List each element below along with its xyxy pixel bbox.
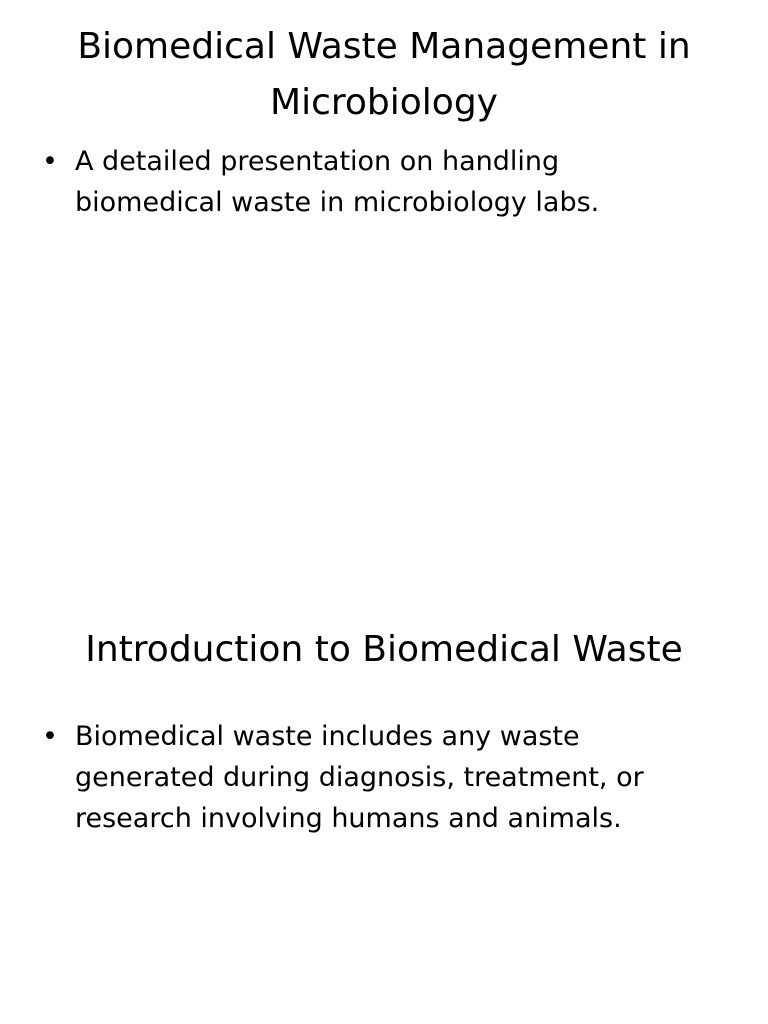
bullet-text: Biomedical waste includes any waste generated during diagnosis, treatment, or research involving humans and animals.	[75, 721, 644, 834]
bullet-text: A detailed presentation on handling biomedical waste in microbiology labs.	[75, 146, 600, 218]
bullet-list	[40, 141, 700, 223]
slide-2	[0, 576, 768, 1024]
bullet-item	[40, 716, 700, 839]
slide-title: Biomedical Waste Management in Microbiology	[77, 26, 691, 123]
bullet-item	[40, 141, 700, 223]
bullet-icon: •	[42, 146, 58, 177]
bullet-list	[40, 716, 700, 839]
bullet-icon: •	[42, 721, 58, 752]
slide-title: Introduction to Biomedical Waste	[85, 629, 683, 670]
